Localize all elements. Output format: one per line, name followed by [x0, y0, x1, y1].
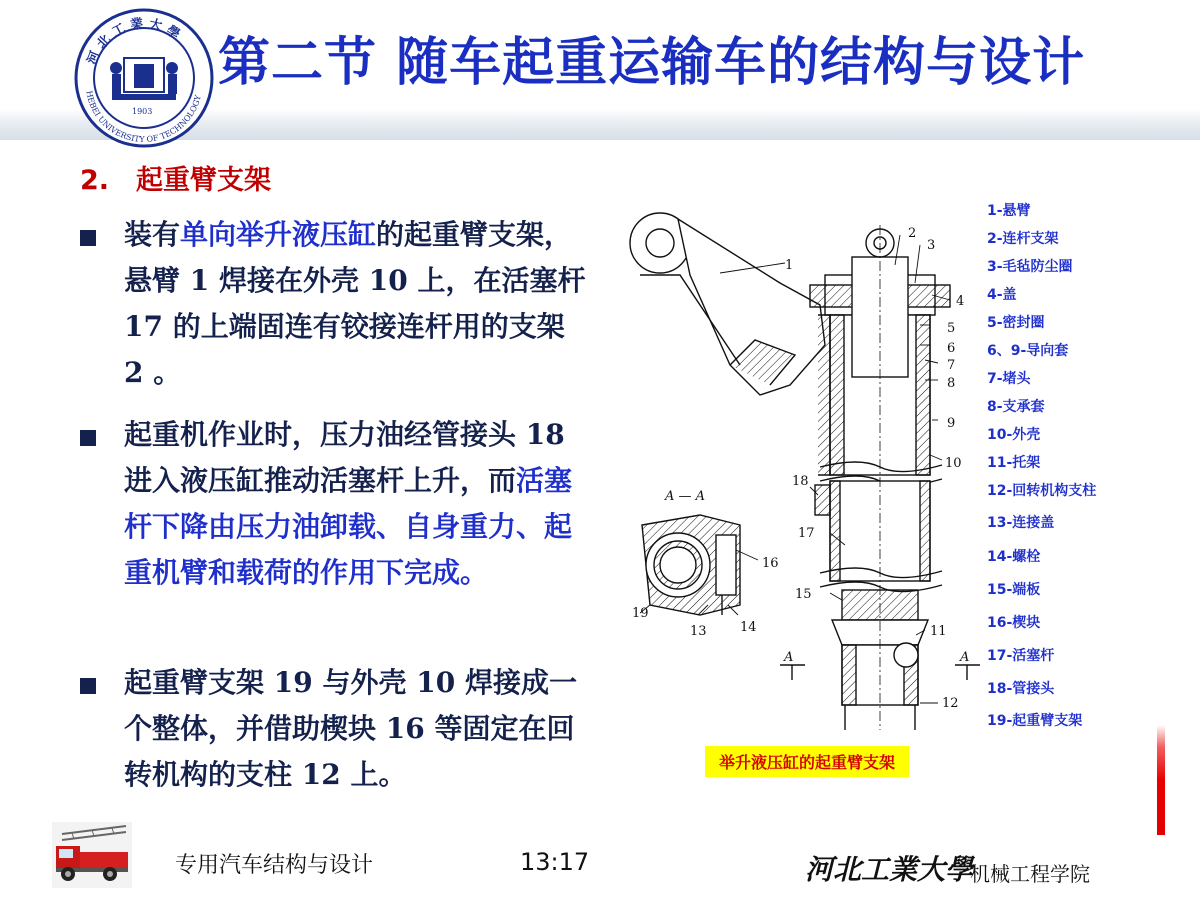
section-number: 2.	[80, 165, 110, 196]
legend-item: 1-悬臂	[987, 203, 1031, 219]
bullet-item-1	[80, 212, 590, 396]
drawing-label-7: 7	[947, 358, 956, 373]
drawing-label-12: 12	[942, 696, 959, 711]
bullet-item-2	[80, 412, 590, 596]
legend-item: 8-支承套	[987, 399, 1045, 415]
bullet-text-2: 起重机作业时，压力油经管接头 18 进入液压缸推动活塞杆上升，而活塞杆下降由压力油卸载、自身重力、起重机臂和载荷的作用下完成。	[124, 418, 573, 589]
drawing-label-8: 8	[947, 376, 956, 391]
drawing-label-19: 19	[632, 606, 649, 621]
legend-item: 14-螺栓	[987, 549, 1041, 565]
drawing-label-18: 18	[792, 474, 809, 489]
drawing-label-1: 1	[785, 258, 794, 273]
fire-truck-icon	[52, 822, 132, 888]
footer-school-name: 河北工業大學	[805, 853, 974, 886]
section-marker-left: A	[784, 650, 794, 665]
drawing-label-9: 9	[947, 416, 956, 431]
legend-item: 18-管接头	[987, 681, 1055, 697]
legend-item: 13-连接盖	[987, 515, 1055, 531]
bullet-square-icon	[80, 430, 96, 446]
bullet-square-icon	[80, 678, 96, 694]
bullet-item-3	[80, 660, 590, 798]
legend-item: 12-回转机构支柱	[987, 483, 1097, 499]
drawing-label-14: 14	[740, 620, 757, 635]
legend-item: 2-连杆支架	[987, 231, 1059, 247]
legend-item: 4-盖	[987, 287, 1017, 303]
legend-item: 6、9-导向套	[987, 343, 1069, 359]
university-logo	[72, 6, 217, 151]
legend-item: 5-密封圈	[987, 315, 1045, 331]
legend-item: 10-外壳	[987, 427, 1041, 443]
logo-year: 1903	[132, 107, 153, 116]
section-heading	[80, 158, 271, 197]
legend-item: 7-堵头	[987, 371, 1031, 387]
bullet-text-1: 装有单向举升液压缸的起重臂支架，悬臂 1 焊接在外壳 10 上，在活塞杆 17 的上端固连有铰接连杆用的支架 2 。	[124, 218, 586, 389]
legend-item: 17-活塞杆	[987, 648, 1055, 664]
logo-top-text: 河 北 工 業 大 學	[84, 16, 183, 67]
logo-ring-text: HEBEI UNIVERSITY OF TECHNOLOGY	[84, 89, 203, 145]
drawing-label-13: 13	[690, 624, 707, 639]
drawing-label-5: 5	[947, 321, 956, 336]
legend-item: 3-毛毡防尘圈	[987, 259, 1073, 275]
drawing-label-16: 16	[762, 556, 779, 571]
drawing-label-11: 11	[930, 624, 947, 639]
section-marker-right: A	[960, 650, 970, 665]
footer-time: 13:17	[520, 848, 590, 876]
section-aa-label: A — A	[665, 489, 706, 504]
drawing-label-10: 10	[945, 456, 962, 471]
drawing-label-17: 17	[798, 526, 815, 541]
section-title: 起重臂支架	[136, 165, 271, 196]
legend-item: 16-楔块	[987, 615, 1041, 631]
page-title: 第二节 随车起重运输车的结构与设计	[218, 33, 1086, 93]
footer-course-title: 专用汽车结构与设计	[175, 853, 374, 878]
legend-item: 15-端板	[987, 582, 1041, 598]
legend-item: 19-起重臂支架	[987, 713, 1083, 729]
bullet-square-icon	[80, 230, 96, 246]
figure-caption: 举升液压缸的起重臂支架	[705, 746, 909, 777]
hydraulic-cylinder-drawing	[620, 195, 980, 735]
decorative-bar	[1157, 725, 1165, 835]
footer-department: 机械工程学院	[970, 862, 1090, 886]
bullet-text-3: 起重臂支架 19 与外壳 10 焊接成一个整体，并借助楔块 16 等固定在回转机构的支柱 12 上。	[124, 666, 577, 791]
drawing-label-15: 15	[795, 587, 812, 602]
drawing-label-3: 3	[927, 238, 936, 253]
drawing-label-6: 6	[947, 341, 956, 356]
drawing-label-4: 4	[956, 294, 965, 309]
legend-item: 11-托架	[987, 455, 1041, 471]
drawing-label-2: 2	[908, 226, 917, 241]
